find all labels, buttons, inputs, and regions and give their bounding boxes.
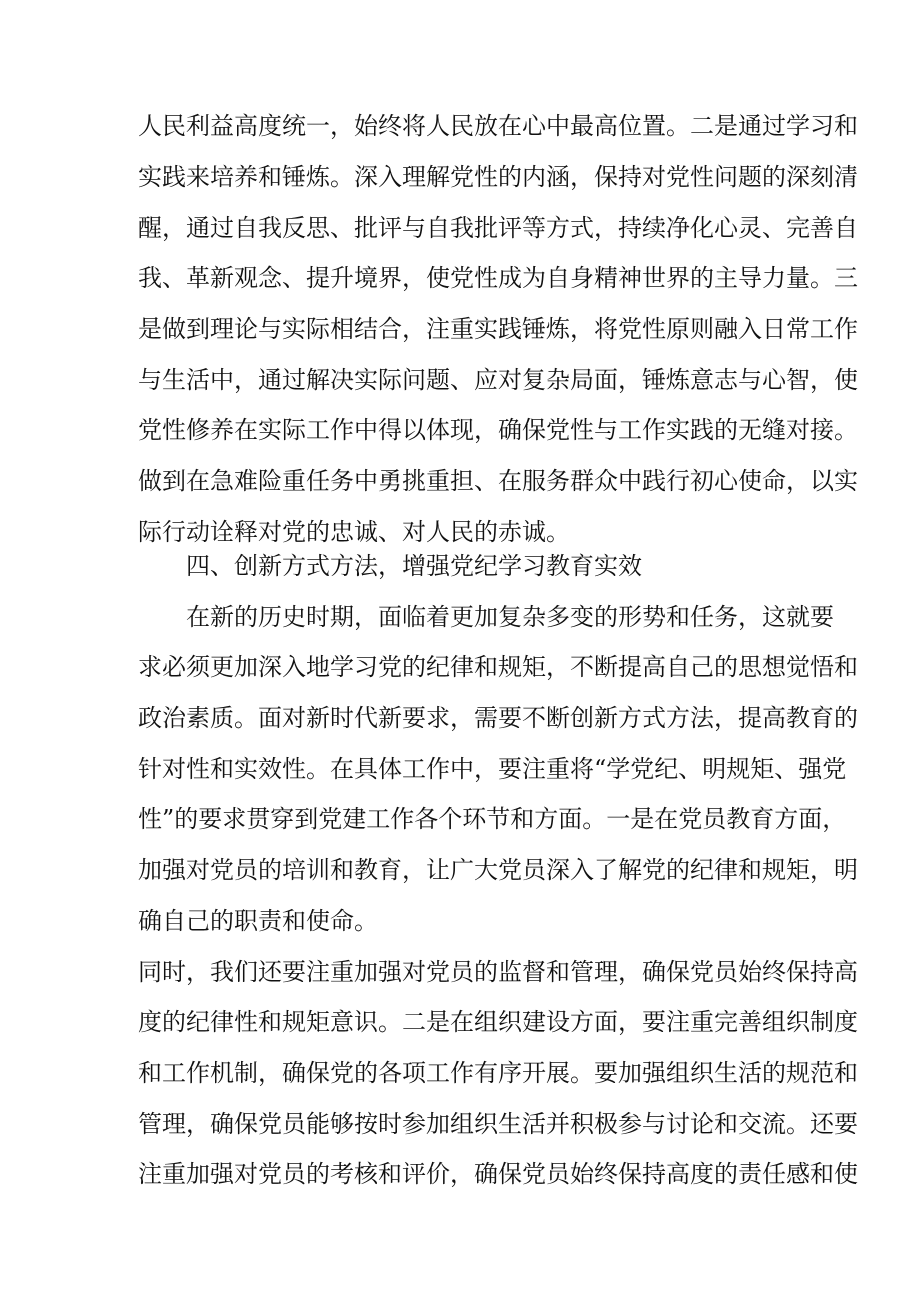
text-line: 党性修养在实际工作中得以体现，确保党性与工作实践的无缝对接。 xyxy=(138,416,858,444)
text-line: 和工作机制，确保党的各项工作有序开展。要加强组织生活的规范和 xyxy=(138,1059,858,1087)
section-heading: 四、创新方式方法，增强党纪学习教育实效 xyxy=(186,552,642,580)
text-line: 是做到理论与实际相结合，注重实践锤炼，将党性原则融入日常工作 xyxy=(138,315,858,343)
text-line: 人民利益高度统一，始终将人民放在心中最高位置。二是通过学习和 xyxy=(138,112,858,140)
text-line: 管理，确保党员能够按时参加组织生活并积极参与讨论和交流。还要 xyxy=(138,1110,858,1138)
text-line: 做到在急难险重任务中勇挑重担、在服务群众中践行初心使命，以实 xyxy=(138,467,858,495)
text-line: 求必须更加深入地学习党的纪律和规矩，不断提高自己的思想觉悟和 xyxy=(138,653,858,681)
text-line: 加强对党员的培训和教育，让广大党员深入了解党的纪律和规矩，明 xyxy=(138,856,858,884)
text-line: 醒，通过自我反思、批评与自我批评等方式，持续净化心灵、完善自 xyxy=(138,214,858,242)
text-line: 注重加强对党员的考核和评价，确保党员始终保持高度的责任感和使 xyxy=(138,1160,858,1188)
text-line: 性”的要求贯穿到党建工作各个环节和方面。一是在党员教育方面， xyxy=(138,805,847,833)
text-line: 度的纪律性和规矩意识。二是在组织建设方面，要注重完善组织制度 xyxy=(138,1008,858,1036)
text-line: 与生活中，通过解决实际问题、应对复杂局面，锤炼意志与心智，使 xyxy=(138,366,858,394)
text-line: 确自己的职责和使命。 xyxy=(138,907,378,935)
text-line: 针对性和实效性。在具体工作中，要注重将“学党纪、明规矩、强党 xyxy=(138,755,847,783)
paragraph-first-line: 在新的历史时期，面临着更加复杂多变的形势和任务，这就要 xyxy=(186,603,834,631)
text-line: 我、革新观念、提升境界，使党性成为自身精神世界的主导力量。三 xyxy=(138,264,858,292)
text-line: 实践来培养和锤炼。深入理解党性的内涵，保持对党性问题的深刻清 xyxy=(138,163,858,191)
text-line: 同时，我们还要注重加强对党员的监督和管理，确保党员始终保持高 xyxy=(138,958,858,986)
text-line: 际行动诠释对党的忠诚、对人民的赤诚。 xyxy=(138,518,570,546)
text-line: 政治素质。面对新时代新要求，需要不断创新方式方法，提高教育的 xyxy=(138,704,858,732)
